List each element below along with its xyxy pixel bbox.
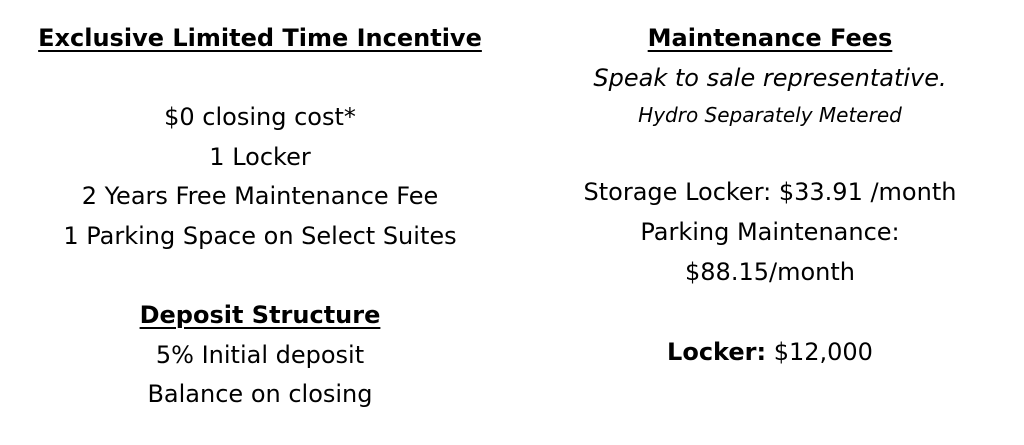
- parking-maintenance-value: $88.15/month: [685, 258, 855, 286]
- incentive-heading: Exclusive Limited Time Incentive: [38, 24, 482, 52]
- deposit-item-initial: 5% Initial deposit: [155, 341, 365, 369]
- incentive-item-parking: 1 Parking Space on Select Suites: [63, 222, 457, 250]
- incentive-item-locker: 1 Locker: [209, 143, 311, 171]
- fees-heading: Maintenance Fees: [647, 24, 893, 52]
- deposit-heading: Deposit Structure: [139, 301, 381, 329]
- storage-locker-fee: Storage Locker: $33.91 /month: [583, 178, 957, 206]
- hydro-note: Hydro Separately Metered: [638, 103, 902, 127]
- locker-price-value: $12,000: [766, 338, 873, 366]
- incentive-item-closing-cost: $0 closing cost*: [164, 103, 356, 131]
- parking-maintenance-label: Parking Maintenance:: [640, 218, 900, 246]
- fees-note: Speak to sale representative.: [593, 64, 947, 92]
- locker-price: [514, 337, 1024, 367]
- locker-price-label: Locker:: [667, 338, 767, 366]
- deposit-item-balance: Balance on closing: [147, 380, 373, 408]
- incentive-item-maintenance: 2 Years Free Maintenance Fee: [81, 182, 439, 210]
